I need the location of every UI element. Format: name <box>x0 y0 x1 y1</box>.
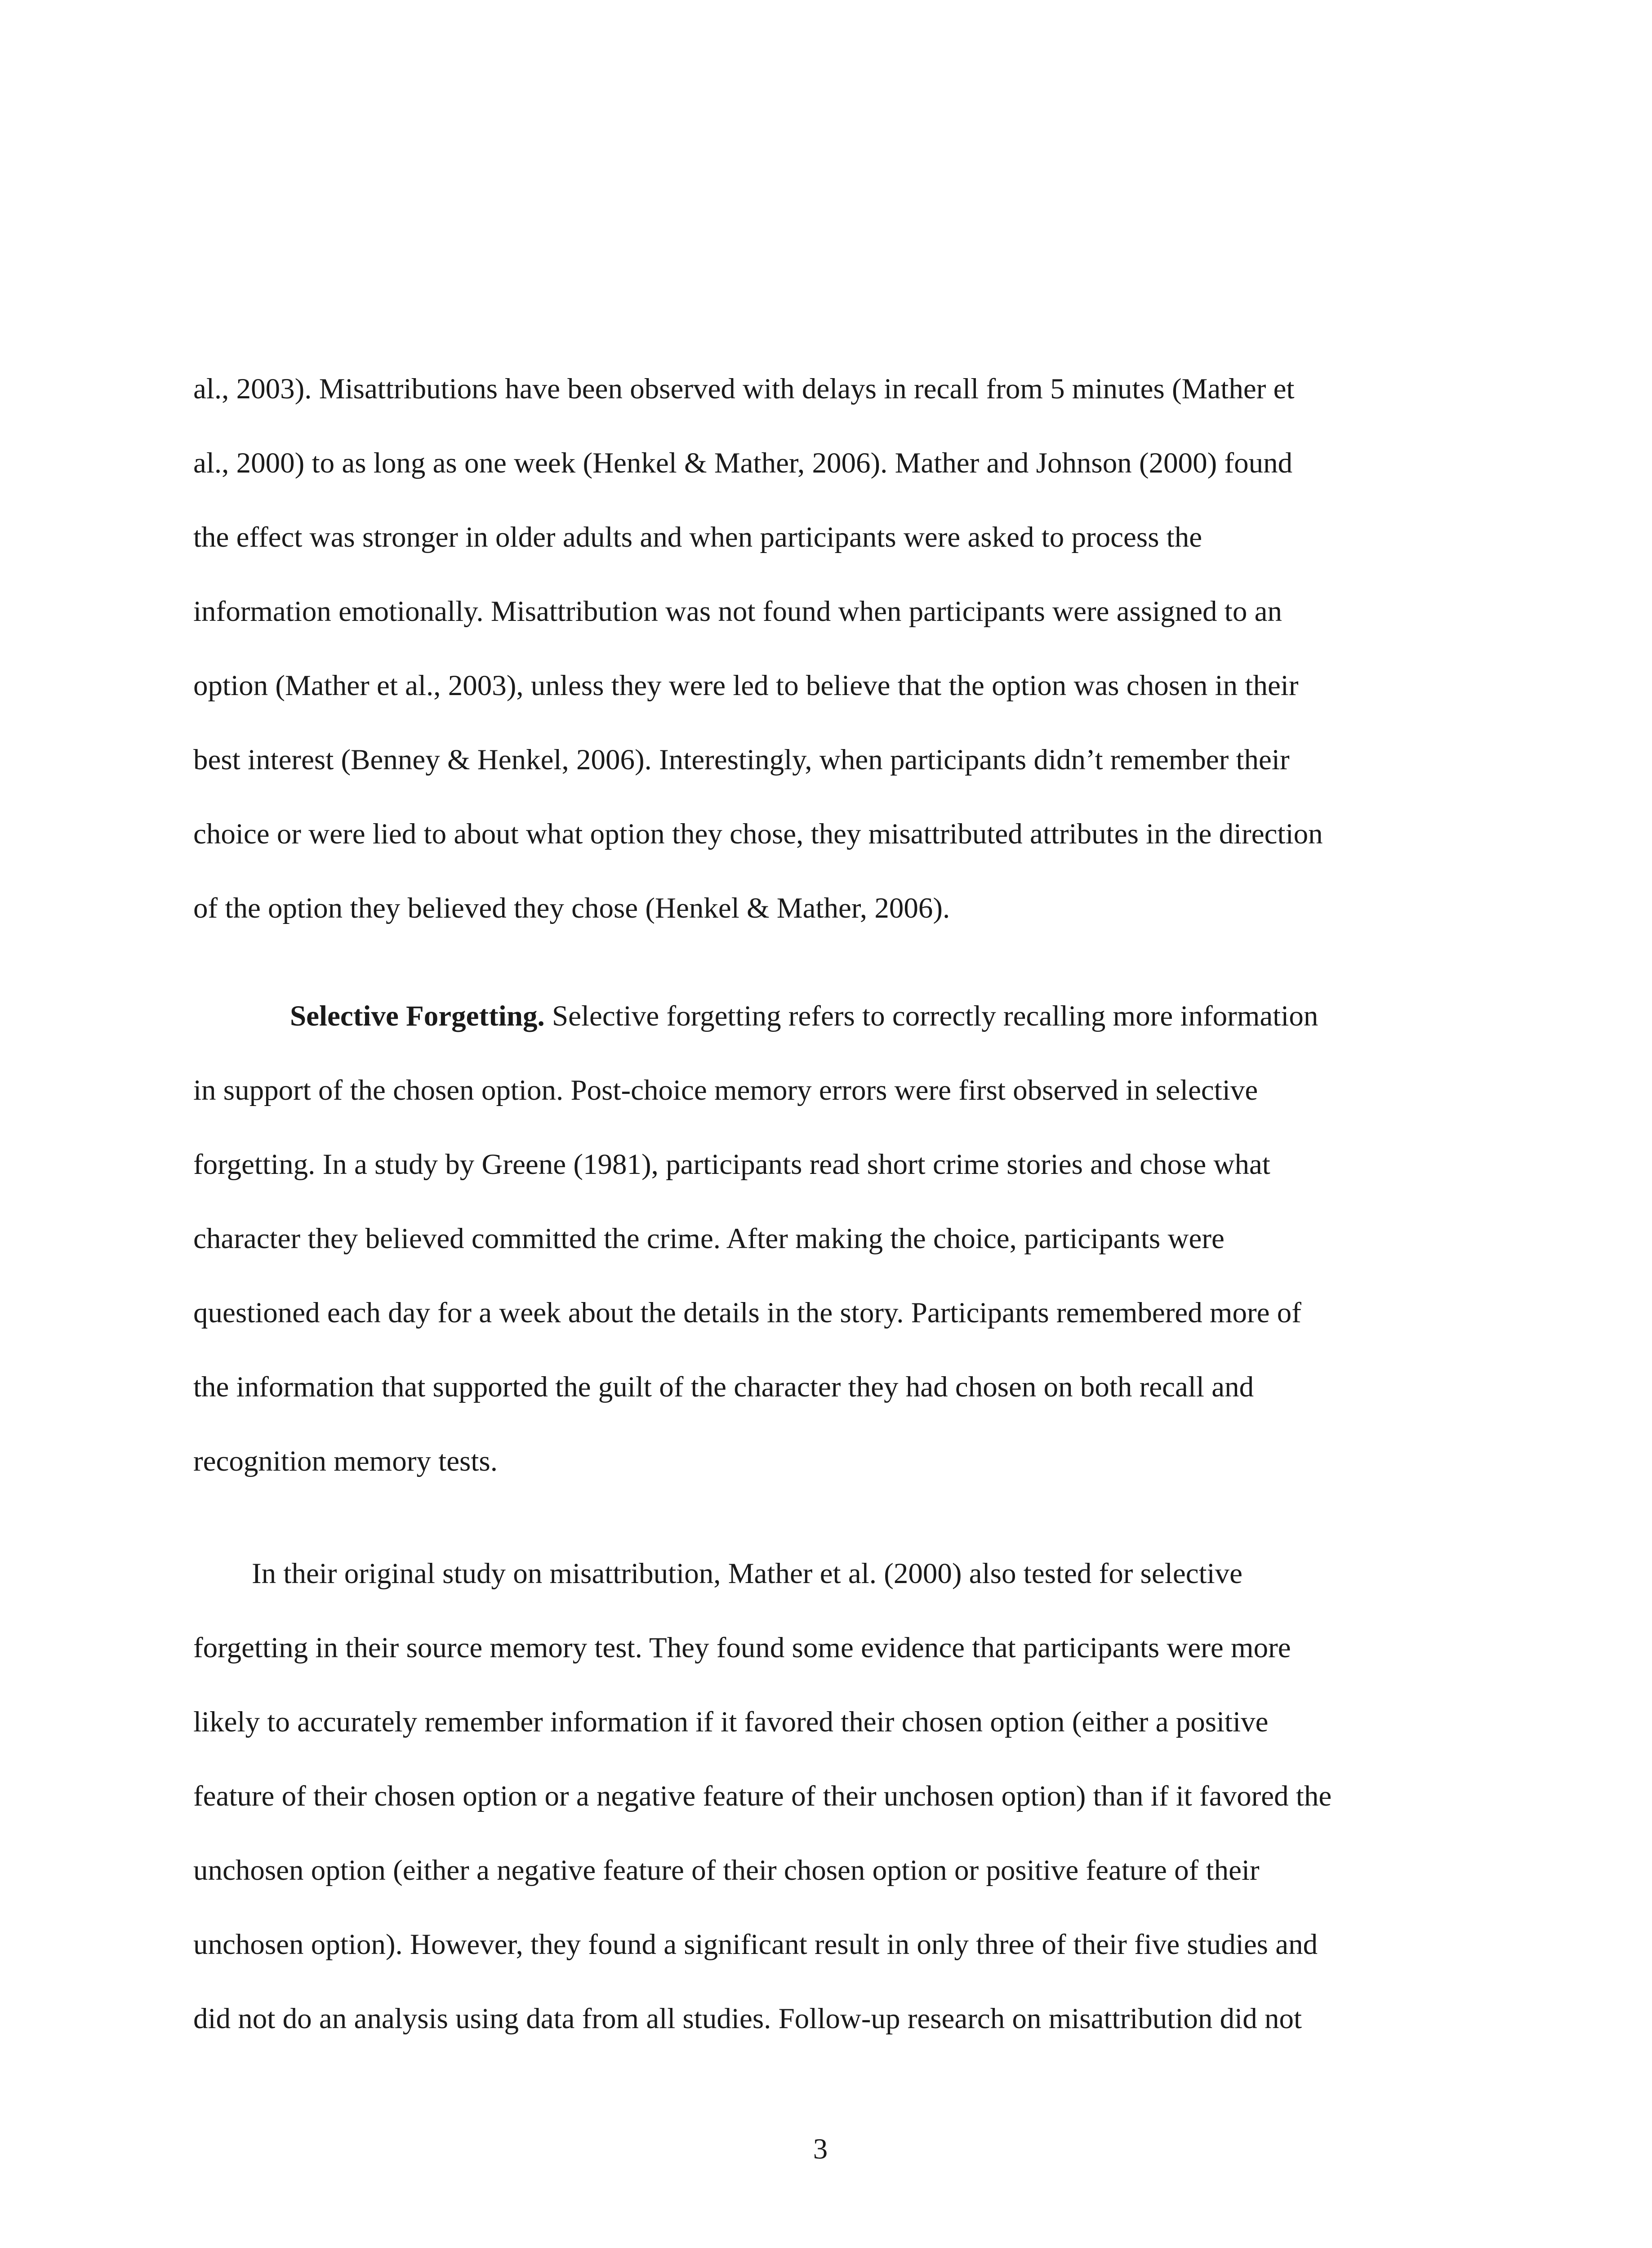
text-line: in support of the chosen option. Post-choice memory errors were first observed in selective <box>193 1074 1258 1106</box>
text-line: likely to accurately remember information if it favored their chosen option (either a positive <box>193 1706 1269 1738</box>
text-line: al., 2000) to as long as one week (Henkel & Mather, 2006). Mather and Johnson (2000) found <box>193 447 1293 479</box>
text-line: forgetting in their source memory test. They found some evidence that participants were more <box>193 1632 1291 1664</box>
text-line: best interest (Benney & Henkel, 2006). Interestingly, when participants didn’t remember their <box>193 744 1290 776</box>
section-heading: Selective Forgetting. <box>290 1000 545 1032</box>
text-run: Selective forgetting refers to correctly recalling more information <box>544 1000 1318 1032</box>
text-line: the information that supported the guilt of the character they had chosen on both recall and <box>193 1371 1254 1403</box>
text-line: the effect was stronger in older adults and when participants were asked to process the <box>193 521 1202 553</box>
text-line: of the option they believed they chose (Henkel & Mather, 2006). <box>193 892 950 924</box>
text-line: option (Mather et al., 2003), unless they were led to believe that the option was chosen in their <box>193 669 1299 702</box>
text-line: recognition memory tests. <box>193 1445 498 1477</box>
page-number: 3 <box>813 2133 828 2165</box>
text-line: character they believed committed the crime. After making the choice, participants were <box>193 1222 1225 1255</box>
text-line: did not do an analysis using data from all studies. Follow-up research on misattribution did not <box>193 2003 1302 2035</box>
text-line: choice or were lied to about what option they chose, they misattributed attributes in the direction <box>193 818 1323 850</box>
text-line: information emotionally. Misattribution was not found when participants were assigned to an <box>193 595 1282 628</box>
text-line: unchosen option). However, they found a significant result in only three of their five studies and <box>193 1928 1318 1961</box>
text-line: al., 2003). Misattributions have been observed with delays in recall from 5 minutes (Mather et <box>193 373 1295 405</box>
text-line: feature of their chosen option or a negative feature of their unchosen option) than if it favored the <box>193 1780 1332 1812</box>
text-line-with-heading <box>290 998 1318 1034</box>
text-line: questioned each day for a week about the details in the story. Participants remembered more of <box>193 1297 1301 1329</box>
text-line: In their original study on misattribution, Mather et al. (2000) also tested for selective <box>252 1557 1243 1590</box>
text-line: forgetting. In a study by Greene (1981), participants read short crime stories and chose what <box>193 1148 1270 1181</box>
text-line: unchosen option (either a negative feature of their chosen option or positive feature of their <box>193 1854 1260 1887</box>
